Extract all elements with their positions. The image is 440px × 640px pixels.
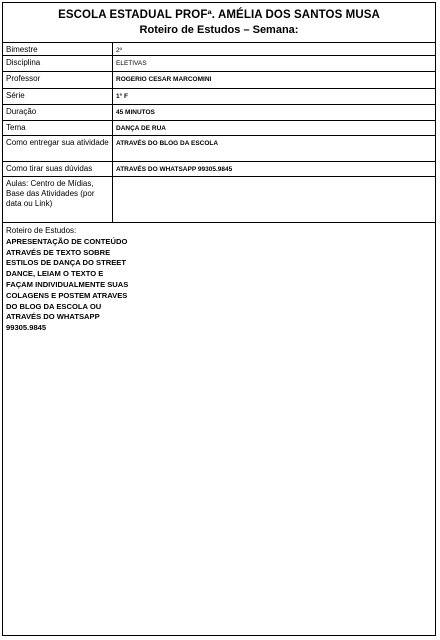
- study-section: [3, 223, 435, 334]
- row-label: Série: [3, 89, 113, 104]
- row-disciplina: [3, 56, 435, 72]
- row-como-entregar: [3, 136, 435, 162]
- row-duracao: [3, 105, 435, 121]
- study-guide-sheet: [2, 2, 436, 636]
- row-label: Duração: [3, 105, 113, 120]
- row-label: Como tirar suas dúvidas: [3, 162, 113, 176]
- document-subtitle: Roteiro de Estudos – Semana:: [139, 24, 299, 36]
- document-header: [3, 3, 435, 43]
- row-como-tirar-duvidas: [3, 162, 435, 177]
- row-label: Professor: [3, 72, 113, 88]
- row-value: DANÇA DE RUA: [116, 125, 166, 132]
- row-serie: [3, 89, 435, 105]
- row-value: 1° F: [116, 93, 128, 100]
- row-label: Como entregar sua atividade: [3, 136, 113, 161]
- row-value: ATRAVÉS DO BLOG DA ESCOLA: [116, 140, 219, 147]
- row-aulas: [3, 177, 435, 223]
- row-bimestre: [3, 43, 435, 56]
- row-value: [113, 177, 435, 222]
- study-body: APRESENTAÇÃO DE CONTEÚDO ATRAVÉS DE TEXTO SOBRE ESTILOS DE DANÇA DO STREET DANCE, LEIAM O TEXTO E FAÇAM INDIVIDUALMENTE SUAS COLAGENS E POSTEM ATRAVES DO BLOG DA ESCOLA OU ATRAVÉS DO WHATSAPP 99305.9845: [6, 236, 129, 333]
- row-value: ATRAVÉS DO WHATSAPP 99305.9845: [116, 166, 233, 173]
- study-label: Roteiro de Estudos:: [6, 226, 77, 235]
- row-label: Aulas: Centro de Mídias, Base das Atividades (por data ou Link): [3, 177, 113, 222]
- row-value: 2º: [116, 47, 122, 54]
- row-value: ROGERIO CESAR MARCOMINI: [116, 76, 212, 83]
- row-value: 45 MINUTOS: [116, 109, 155, 116]
- row-label: Disciplina: [3, 56, 113, 71]
- row-label: Bimestre: [3, 43, 113, 55]
- row-professor: [3, 72, 435, 89]
- row-value: ELETIVAS: [116, 60, 147, 67]
- school-name: ESCOLA ESTADUAL PROFª. AMÉLIA DOS SANTOS MUSA: [58, 9, 380, 21]
- row-label: Tema: [3, 121, 113, 135]
- row-tema: [3, 121, 435, 136]
